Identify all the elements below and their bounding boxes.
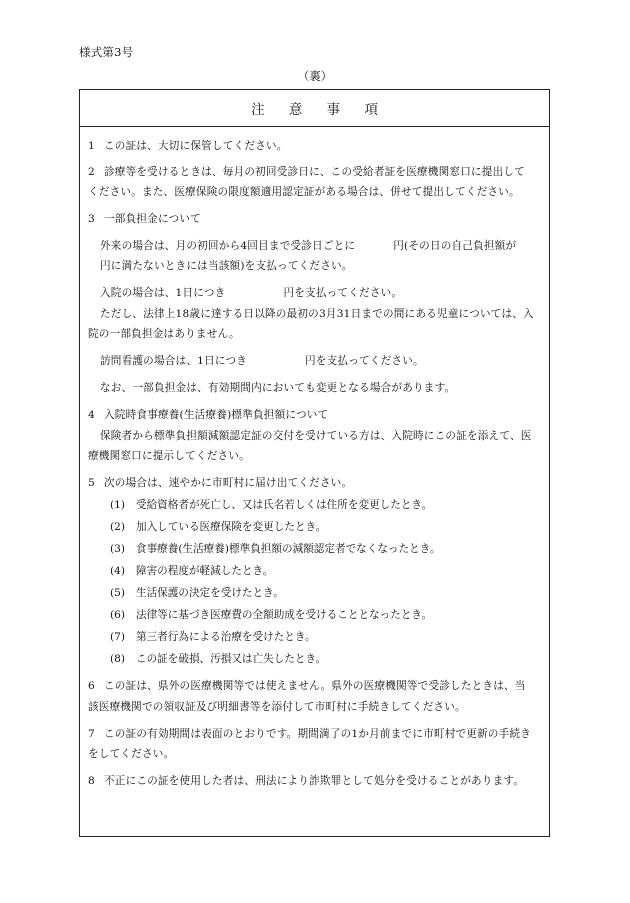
- item-text: 該医療機関での領収証及び明細書等を添付して市町村に手続きしてください。: [88, 701, 466, 713]
- item-4-line1: [100, 429, 543, 443]
- item-number: 2: [88, 166, 95, 178]
- visit-line: [100, 354, 543, 368]
- item-number: 4: [88, 409, 95, 421]
- subitem-number: (6): [110, 609, 126, 621]
- item-text: ください。また、医療保険の限度額適用認定証がある場合は、併せて提出してください。: [88, 186, 520, 198]
- form-number: 様式第3号: [79, 45, 134, 59]
- item-text: 一部負担金について: [104, 213, 201, 225]
- visit-text-b: 円を支払ってください。: [305, 355, 424, 367]
- item-4-text-2: 療機関窓口に提示してください。: [88, 450, 250, 462]
- however-text-1: ただし、法律上18歳に達する日以降の最初の3月31日までの間にある児童については、入: [100, 308, 534, 320]
- item-text: この証の有効期間は表面のとおりです。期間満了の1か月前までに市町村で更新の手続き: [104, 728, 532, 740]
- subitem-number: (4): [110, 565, 126, 577]
- item-text: 診療等を受けるときは、毎月の初回受診日に、この受給者証を医療機関窓口に提出して: [104, 166, 525, 178]
- item-text: 入院時食事療養(生活療養)標準負担額について: [104, 409, 329, 421]
- subitem-1: [110, 498, 432, 512]
- subitem-number: (8): [110, 653, 126, 665]
- item-text: をしてください。: [88, 748, 175, 760]
- however-line2: [88, 327, 543, 341]
- item-7-cont: [88, 747, 543, 761]
- however-line1: [100, 307, 543, 321]
- item-number: 1: [88, 140, 95, 152]
- item-number: 3: [88, 213, 95, 225]
- outpatient-text-a: 外来の場合は、月の初回から4回目まで受診日ごとに: [100, 240, 356, 252]
- visit-text-a: 訪問看護の場合は、1日につき: [100, 355, 248, 367]
- item-4-line2: [88, 449, 543, 463]
- inpatient-text-b: 円を支払ってください。: [283, 287, 403, 299]
- subitem-text: 生活保護の決定を受けたとき。: [136, 587, 284, 599]
- item-number: 7: [88, 728, 95, 740]
- notice-box: [79, 89, 550, 837]
- subitem-text: 受給資格者が死亡し、又は氏名若しくは住所を変更したとき。: [136, 499, 433, 511]
- subitem-number: (1): [110, 499, 126, 511]
- subitem-number: (2): [110, 521, 126, 533]
- notice-title-row: [80, 90, 549, 127]
- subitem-3: [110, 542, 440, 556]
- outpatient-line1: [100, 239, 543, 253]
- item-5: [88, 476, 543, 490]
- inpatient-text-a: 入院の場合は、1日につき: [100, 287, 226, 299]
- item-text: この証は、大切に保管してください。: [104, 140, 288, 152]
- note-line: [100, 381, 543, 395]
- item-text: 次の場合は、速やかに市町村に届け出てください。: [104, 477, 353, 489]
- subitem-number: (5): [110, 587, 126, 599]
- subitem-2: [110, 520, 326, 534]
- subitem-text: 加入している医療保険を変更したとき。: [136, 521, 327, 533]
- item-1: [88, 139, 543, 153]
- subitem-text: この証を破損、汚損又は亡失したとき。: [136, 653, 327, 665]
- item-3: [88, 212, 543, 226]
- however-text-2: 院の一部負担金はありません。: [88, 328, 240, 340]
- outpatient-text-b: 円(その日の自己負担額が: [393, 240, 517, 252]
- item-text: この証は、県外の医療機関等では使えません。県外の医療機関等で受診したときは、当: [104, 680, 526, 692]
- item-number: 5: [88, 477, 95, 489]
- subitem-4: [110, 564, 273, 578]
- subitem-text: 第三者行為による治療を受けたとき。: [136, 631, 316, 643]
- item-7: [88, 727, 543, 741]
- item-4-text-1: 保険者から標準負担額減額認定証の交付を受けている方は、入院時にこの証を添えて、医: [100, 430, 532, 442]
- subitem-number: (7): [110, 631, 126, 643]
- item-6-cont: [88, 700, 543, 714]
- subitem-number: (3): [110, 543, 126, 555]
- subitem-7: [110, 630, 316, 644]
- item-text: 不正にこの証を使用した者は、刑法により詐欺罪として処分を受けることがあります。: [104, 775, 525, 787]
- side-label: （裏）: [297, 69, 333, 83]
- item-8: [88, 774, 543, 788]
- item-number: 6: [88, 680, 95, 692]
- subitem-text: 法律等に基づき医療費の全額助成を受けることとなったとき。: [136, 609, 433, 621]
- inpatient-line: [100, 286, 543, 300]
- item-number: 8: [88, 775, 95, 787]
- subitem-5: [110, 586, 284, 600]
- item-4: [88, 408, 543, 422]
- subitem-text: 食事療養(生活療養)標準負担額の減額認定者でなくなったとき。: [136, 543, 441, 555]
- subitem-8: [110, 652, 326, 666]
- subitem-text: 障害の程度が軽減したとき。: [136, 565, 274, 577]
- subitem-6: [110, 608, 432, 622]
- item-2-cont: [88, 185, 543, 199]
- item-2: [88, 165, 543, 179]
- notice-title: 注 意 事 項: [251, 102, 388, 118]
- outpatient-line2: [100, 259, 543, 273]
- item-6: [88, 679, 543, 693]
- note-text: なお、一部負担金は、有効期間内においても変更となる場合があります。: [100, 382, 456, 394]
- outpatient-text-c: 円に満たないときには当該額)を支払ってください。: [100, 260, 353, 272]
